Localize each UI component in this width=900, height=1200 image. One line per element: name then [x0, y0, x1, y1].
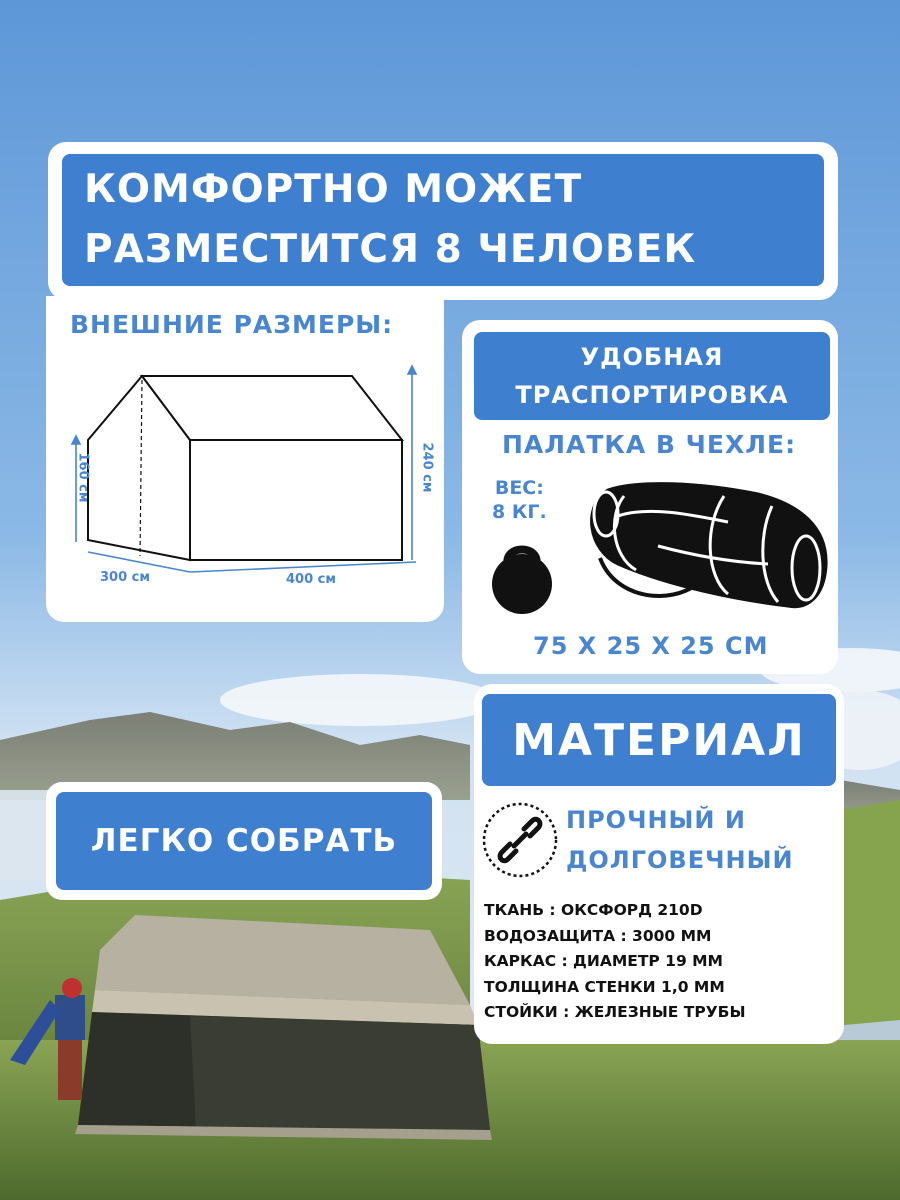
dimensions-title: ВНЕШНИЕ РАЗМЕРЫ: — [70, 310, 394, 339]
capacity-banner — [62, 154, 824, 286]
spec-item: ТОЛЩИНА СТЕНКИ 1,0 ММ — [484, 977, 725, 996]
weight-label: ВЕС: — [494, 477, 544, 499]
material-subtitle — [566, 800, 794, 880]
weight-info — [492, 476, 547, 524]
width-label: 300 см — [100, 570, 150, 585]
spec-item: КАРКАС : ДИАМЕТР 19 ММ — [484, 952, 723, 970]
kettlebell-icon — [488, 536, 556, 616]
weight-value: 8 КГ. — [492, 501, 547, 523]
material-banner: МАТЕРИАЛ — [482, 694, 836, 786]
assembly-banner: ЛЕГКО СОБРАТЬ — [56, 792, 432, 890]
material-subtitle-line-2: ДОЛГОВЕЧНЫЙ — [566, 846, 794, 874]
transport-line-2: ТРАСПОРТИРОВКА — [515, 381, 789, 409]
ridge-height-label: 240 см — [419, 442, 435, 493]
tent-bag-title: ПАЛАТКА В ЧЕХЛЕ: — [502, 430, 797, 459]
tent-bag-icon — [578, 476, 834, 614]
spec-item: ВОДОЗАЩИТА : 3000 ММ — [484, 926, 712, 945]
spec-item: СТОЙКИ : ЖЕЛЕЗНЫЕ ТРУБЫ — [484, 1003, 746, 1021]
side-height-label: 160 см — [75, 452, 91, 503]
bag-size: 75 Х 25 Х 25 СМ — [533, 632, 769, 660]
chain-icon — [480, 800, 560, 880]
capacity-line-2: РАЗМЕСТИТСЯ 8 ЧЕЛОВЕК — [84, 227, 697, 272]
spec-list — [484, 898, 746, 1026]
transport-line-1: УДОБНАЯ — [580, 343, 724, 371]
material-subtitle-line-1: ПРОЧНЫЙ И — [566, 806, 746, 834]
tent-dimensions-diagram — [56, 360, 436, 590]
transport-banner — [474, 332, 830, 420]
spec-item: ТКАНЬ : ОКСФОРД 210D — [484, 901, 703, 919]
capacity-line-1: КОМФОРТНО МОЖЕТ — [84, 167, 583, 212]
length-label: 400 см — [286, 572, 336, 587]
tent-photo — [75, 915, 492, 1140]
